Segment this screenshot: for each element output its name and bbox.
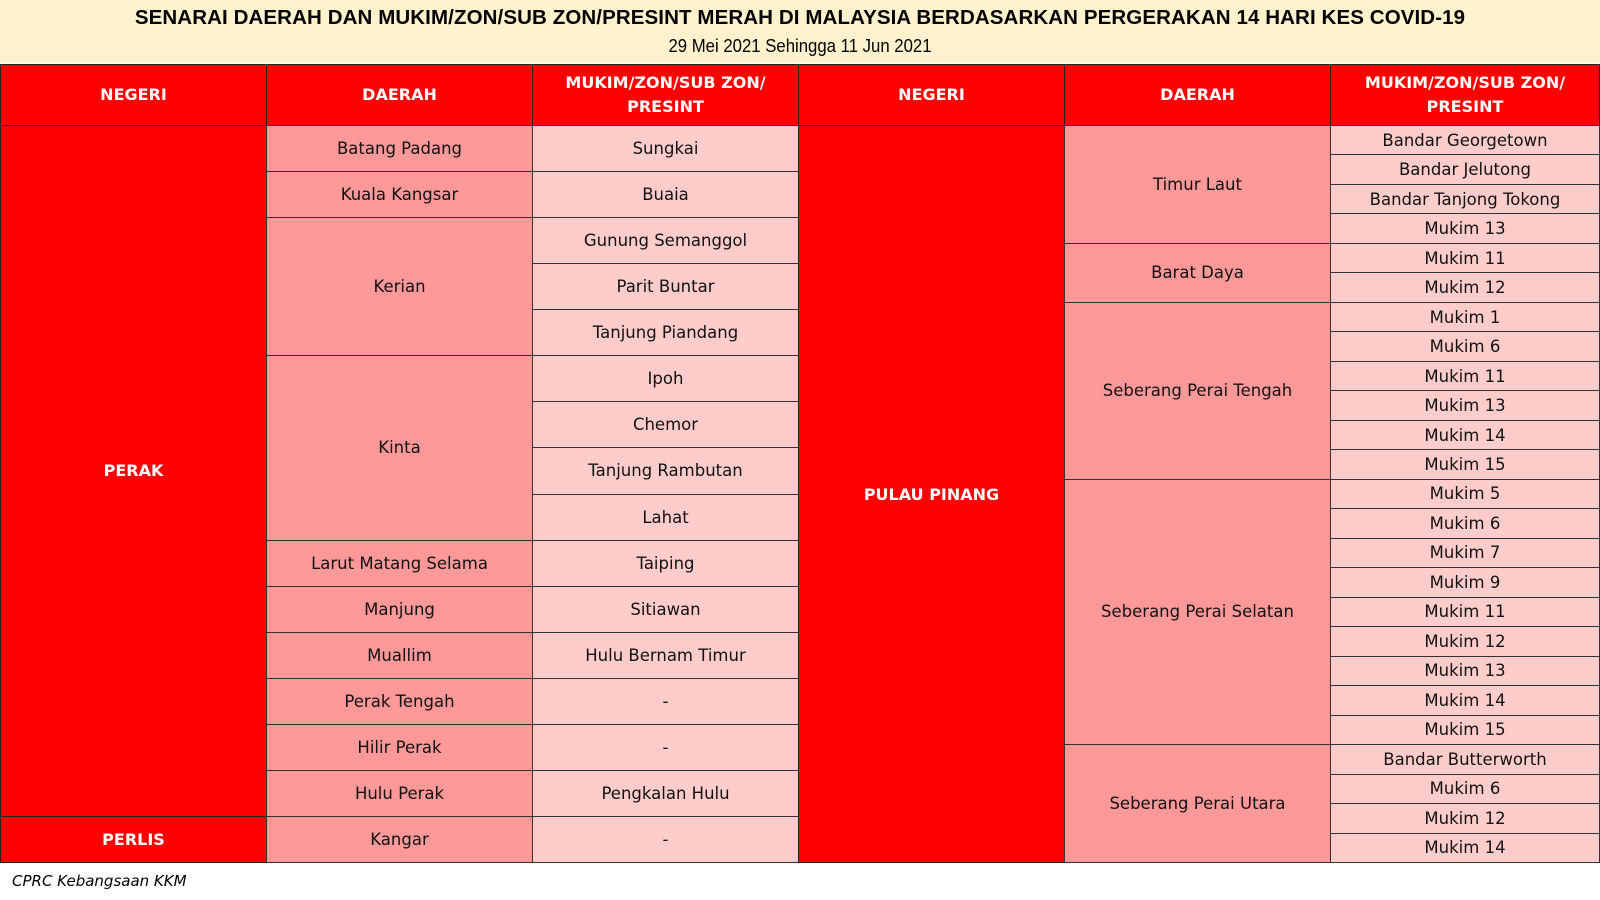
- zone-cell: [1330, 538, 1600, 568]
- zone-cell: [1330, 803, 1600, 833]
- zone-cell: [1330, 833, 1600, 863]
- header-label: DAERAH: [362, 85, 437, 104]
- zone-cell: [532, 586, 799, 633]
- zone-cell-text: Lahat: [642, 507, 689, 527]
- district-cell: [1064, 479, 1331, 745]
- district-cell: [266, 217, 533, 356]
- district-cell: [1064, 243, 1331, 303]
- district-cell: [266, 816, 533, 863]
- district-cell: [1064, 744, 1331, 863]
- zone-cell-text: Bandar Tanjong Tokong: [1369, 189, 1561, 209]
- zone-cell: [532, 540, 799, 587]
- header-label-line2: PRESINT: [1426, 97, 1504, 116]
- district-cell-text: Batang Padang: [336, 139, 463, 159]
- zone-cell-text: Mukim 5: [1429, 484, 1501, 504]
- zone-cell: [1330, 302, 1600, 332]
- zone-cell-text: Mukim 11: [1424, 248, 1506, 268]
- zone-cell-text: Mukim 12: [1424, 278, 1506, 298]
- zone-cell-text: Gunung Semanggol: [583, 231, 748, 251]
- state-cell: [0, 125, 267, 817]
- district-cell: [266, 678, 533, 725]
- zone-cell: [532, 724, 799, 771]
- district-cell: [266, 125, 533, 172]
- district-cell: [266, 171, 533, 218]
- zone-cell-text: Chemor: [632, 415, 699, 435]
- zone-cell-text: Buaia: [642, 185, 689, 205]
- district-cell-text: Seberang Perai Tengah: [1102, 381, 1293, 401]
- zone-cell: [532, 401, 799, 448]
- district-cell: [266, 586, 533, 633]
- zone-cell-text: Mukim 6: [1429, 779, 1501, 799]
- zone-cell-text: Mukim 12: [1424, 808, 1506, 828]
- zone-cell: [1330, 449, 1600, 479]
- zone-cell-text: Bandar Georgetown: [1382, 130, 1548, 150]
- zone-cell: [1330, 715, 1600, 745]
- zone-cell: [1330, 420, 1600, 450]
- state-cell-text: PERAK: [103, 461, 164, 481]
- zone-cell: [1330, 154, 1600, 184]
- district-cell-text: Muallim: [367, 645, 432, 665]
- district-cell-text: Seberang Perai Utara: [1109, 794, 1286, 814]
- zone-cell-text: -: [662, 691, 669, 711]
- zone-cell-text: Mukim 15: [1424, 720, 1506, 740]
- zone-cell-text: Sitiawan: [630, 599, 701, 619]
- zone-cell: [532, 217, 799, 264]
- zone-cell: [532, 125, 799, 172]
- zone-cell: [532, 494, 799, 541]
- zone-cell-text: Mukim 11: [1424, 602, 1506, 622]
- header-label: NEGERI: [100, 85, 167, 104]
- zone-cell: [1330, 626, 1600, 656]
- district-cell-text: Hulu Perak: [354, 783, 445, 803]
- zone-cell-text: Hulu Bernam Timur: [585, 645, 746, 665]
- zone-cell-text: Mukim 11: [1424, 366, 1506, 386]
- district-cell: [1064, 302, 1331, 480]
- zone-cell: [532, 816, 799, 863]
- zone-cell-text: Mukim 15: [1424, 455, 1506, 474]
- date-range: 29 Mei 2021 Sehingga 11 Jun 2021: [668, 36, 932, 56]
- header-label-line2: PRESINT: [627, 97, 704, 116]
- district-cell-text: Manjung: [364, 599, 435, 619]
- zone-cell: [1330, 243, 1600, 273]
- zone-cell: [1330, 567, 1600, 597]
- zone-cell-text: Mukim 12: [1424, 631, 1506, 651]
- district-cell-text: Barat Daya: [1151, 263, 1244, 283]
- zone-cell-text: Mukim 14: [1424, 690, 1506, 710]
- zone-cell: [532, 355, 799, 402]
- zone-cell-text: Mukim 14: [1424, 425, 1506, 445]
- zone-cell-text: -: [662, 737, 669, 757]
- district-cell: [266, 770, 533, 817]
- state-cell: [798, 125, 1065, 863]
- zone-cell-text: Mukim 7: [1429, 543, 1501, 563]
- zone-cell-text: -: [662, 829, 669, 849]
- header-mukim-right: [1330, 64, 1600, 126]
- district-cell-text: Larut Matang Selama: [311, 553, 488, 573]
- zone-cell: [1330, 479, 1600, 509]
- header-mukim-left: [532, 64, 799, 126]
- header-negeri-right: [798, 64, 1065, 126]
- zone-cell: [1330, 744, 1600, 774]
- zone-cell-text: Mukim 1: [1429, 307, 1501, 327]
- zone-cell: [1330, 508, 1600, 538]
- page-title: SENARAI DAERAH DAN MUKIM/ZON/SUB ZON/PRESINT MERAH DI MALAYSIA BERDASARKAN PERGERAKAN 14 HARI KES COVID-19: [134, 6, 1466, 29]
- header-daerah-left: [266, 64, 533, 126]
- district-cell-text: Kangar: [370, 829, 429, 849]
- title-banner: [0, 0, 1600, 63]
- zone-cell: [532, 770, 799, 817]
- zone-cell: [1330, 774, 1600, 804]
- header-daerah-right: [1064, 64, 1331, 126]
- zone-cell: [532, 632, 799, 679]
- zone-cell-text: Mukim 14: [1424, 838, 1506, 858]
- district-cell: [266, 540, 533, 587]
- zone-cell-text: Tanjung Rambutan: [588, 461, 743, 481]
- zone-cell: [1330, 125, 1600, 155]
- state-cell-text: PULAU PINANG: [863, 484, 1000, 504]
- zone-cell: [1330, 656, 1600, 686]
- district-cell: [266, 355, 533, 540]
- header-label: NEGERI: [898, 85, 965, 104]
- zone-cell: [1330, 184, 1600, 214]
- zone-cell: [532, 263, 799, 310]
- zone-cell-text: Mukim 13: [1424, 661, 1506, 681]
- zone-cell-text: Mukim 6: [1429, 337, 1501, 357]
- zone-cell-text: Pengkalan Hulu: [601, 783, 730, 803]
- header-negeri-left: [0, 64, 267, 126]
- zone-cell: [1330, 272, 1600, 302]
- header-label: DAERAH: [1160, 85, 1235, 104]
- zone-cell-text: Parit Buntar: [616, 277, 715, 297]
- zone-cell: [1330, 597, 1600, 627]
- state-cell: [0, 816, 267, 863]
- district-cell-text: Kinta: [378, 438, 421, 458]
- zone-cell-text: Taiping: [636, 553, 695, 573]
- district-cell-text: Hilir Perak: [357, 737, 442, 757]
- zone-cell-text: Mukim 6: [1429, 513, 1501, 533]
- zone-cell: [532, 309, 799, 356]
- header-label-line1: MUKIM/ZON/SUB ZON/: [1364, 73, 1566, 92]
- zone-cell-text: Mukim 9: [1429, 572, 1501, 592]
- district-cell: [266, 724, 533, 771]
- district-cell-text: Timur Laut: [1153, 174, 1242, 194]
- zone-cell-text: Mukim 13: [1424, 396, 1506, 416]
- district-cell-text: Perak Tengah: [344, 691, 455, 711]
- zone-cell-text: Mukim 13: [1424, 219, 1506, 239]
- state-cell-text: PERLIS: [102, 829, 165, 849]
- zone-cell-text: Bandar Jelutong: [1398, 160, 1532, 180]
- zone-cell-text: Sungkai: [632, 139, 699, 159]
- zone-cell: [532, 678, 799, 725]
- district-cell-text: Kuala Kangsar: [340, 185, 459, 205]
- source-footer: CPRC Kebangsaan KKM: [12, 872, 187, 890]
- district-cell-text: Seberang Perai Selatan: [1101, 602, 1294, 622]
- zone-cell-text: Ipoh: [647, 369, 684, 389]
- zone-cell: [1330, 331, 1600, 361]
- zone-cell: [1330, 390, 1600, 420]
- zone-cell-text: Bandar Butterworth: [1383, 749, 1547, 769]
- district-cell: [1064, 125, 1331, 244]
- zone-cell-text: Tanjung Piandang: [592, 323, 739, 343]
- zone-cell: [1330, 213, 1600, 243]
- zone-cell: [1330, 361, 1600, 391]
- header-label-line1: MUKIM/ZON/SUB ZON/: [565, 73, 766, 92]
- zone-cell: [532, 447, 799, 494]
- district-cell: [266, 632, 533, 679]
- zone-cell: [532, 171, 799, 218]
- zone-cell: [1330, 685, 1600, 715]
- district-cell-text: Kerian: [373, 277, 426, 297]
